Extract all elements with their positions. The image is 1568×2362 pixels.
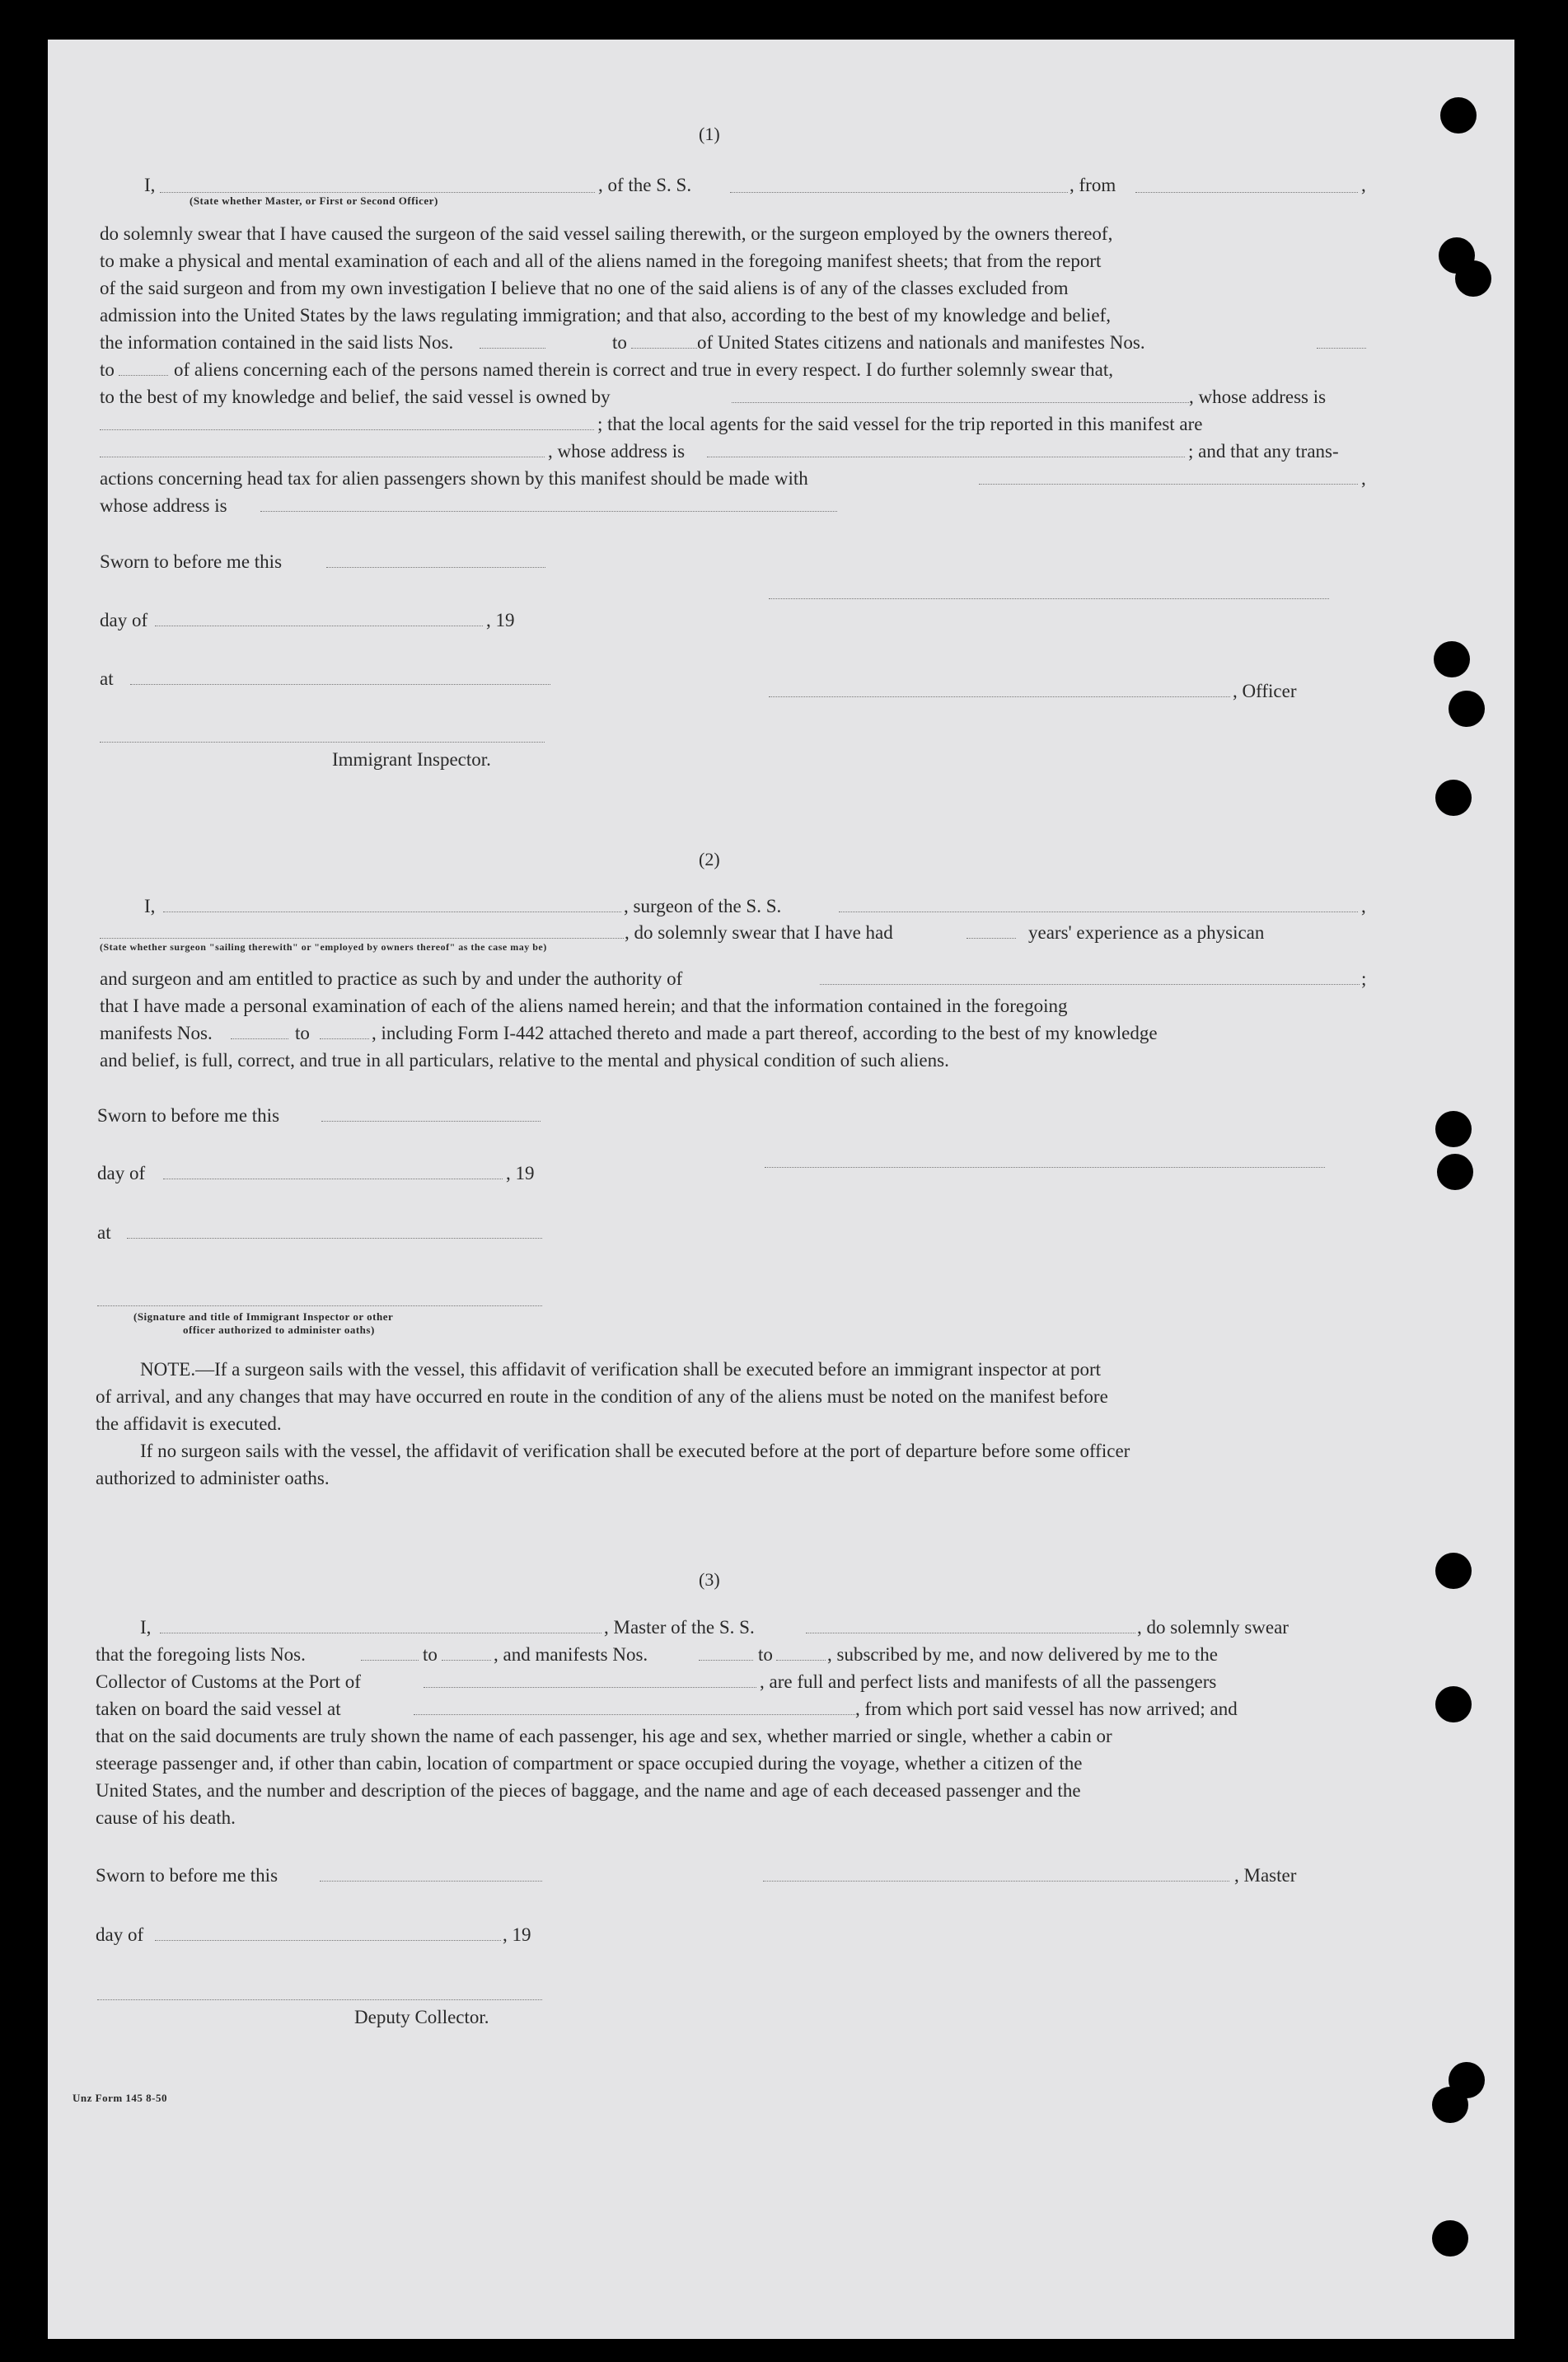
punch-hole xyxy=(1440,97,1477,134)
lists-no-blank[interactable] xyxy=(361,1660,419,1661)
lists-to-blank[interactable] xyxy=(631,348,697,349)
note-line: of arrival, and any changes that may have occurred en route in the condition of any of the aliens must be noted on the manifest before xyxy=(96,1386,1108,1407)
body-line: to xyxy=(758,1644,773,1665)
note-line: the affidavit is executed. xyxy=(96,1413,282,1434)
body-line: , subscribed by me, and now delivered by me to the xyxy=(827,1644,1218,1665)
section-number: (1) xyxy=(699,124,720,144)
i-prefix: I, xyxy=(144,896,156,916)
officer-signature-line[interactable] xyxy=(769,696,1230,697)
i-prefix: I, xyxy=(144,175,156,195)
officer-label: , Officer xyxy=(1233,681,1297,701)
manifest-no-blank[interactable] xyxy=(699,1660,753,1661)
of-the-ss: , of the S. S. xyxy=(598,175,692,195)
at-label: at xyxy=(97,1222,111,1243)
body-line: , and manifests Nos. xyxy=(494,1644,648,1665)
manifest-no-blank[interactable] xyxy=(1317,348,1366,349)
master-label: , Master xyxy=(1234,1865,1297,1886)
punch-hole xyxy=(1432,2087,1468,2123)
manifest-from-blank[interactable] xyxy=(231,1038,288,1039)
head-tax-address-blank[interactable] xyxy=(260,511,837,512)
name-blank[interactable] xyxy=(160,192,595,193)
swear-label: , do solemnly swear xyxy=(1137,1617,1289,1638)
inspector-signature-line[interactable] xyxy=(100,742,545,743)
manifest-to-blank[interactable] xyxy=(320,1038,369,1039)
inspector-signature-line[interactable] xyxy=(97,1305,542,1306)
body-line: , whose address is xyxy=(548,441,686,462)
body-line: that the foregoing lists Nos. xyxy=(96,1644,306,1665)
note-line: NOTE.—If a surgeon sails with the vessel, this affidavit of verification shall be executed before an immigrant inspector at port xyxy=(140,1359,1102,1380)
body-line: taken on board the said vessel at xyxy=(96,1699,341,1719)
year-label: , 19 xyxy=(486,610,515,630)
sworn-label: Sworn to before me this xyxy=(96,1865,278,1886)
surgeon-of-label: , surgeon of the S. S. xyxy=(624,896,782,916)
vessel-blank[interactable] xyxy=(730,192,1068,193)
punch-hole xyxy=(1434,641,1470,677)
form-number: Unz Form 145 8-50 xyxy=(73,2092,168,2104)
body-line: , from which port said vessel has now arrived; and xyxy=(855,1699,1238,1719)
port-of-departure-blank[interactable] xyxy=(414,1714,855,1715)
body-line: of the said surgeon and from my own investigation I believe that no one of the said aliens is of any of the classes excluded from xyxy=(100,278,1069,298)
sworn-blank[interactable] xyxy=(320,1881,542,1882)
body-line: to xyxy=(423,1644,438,1665)
body-line: whose address is xyxy=(100,495,227,516)
surgeon-type-blank[interactable] xyxy=(100,938,624,939)
body-line: to xyxy=(295,1023,310,1043)
years-blank[interactable] xyxy=(967,938,1016,939)
years-label: years' experience as a physican xyxy=(1028,922,1265,943)
sworn-label: Sworn to before me this xyxy=(97,1105,280,1126)
inspector-label: Immigrant Inspector. xyxy=(332,749,491,770)
at-label: at xyxy=(100,668,114,689)
note-line: If no surgeon sails with the vessel, the affidavit of verification shall be executed before at the port of departure before some officer xyxy=(140,1441,1130,1461)
body-line: ; xyxy=(1361,968,1367,989)
at-blank[interactable] xyxy=(127,1238,542,1239)
body-line: that on the said documents are truly shown the name of each passenger, his age and sex, whether married or single, whether a cabin or xyxy=(96,1726,1112,1746)
punch-hole xyxy=(1432,2220,1468,2257)
authority-blank[interactable] xyxy=(820,984,1360,985)
day-of-label: day of xyxy=(96,1924,144,1945)
surgeon-signature-line[interactable] xyxy=(765,1167,1325,1168)
title-caption: (State whether Master, or First or Second Officer) xyxy=(190,194,438,207)
from-blank[interactable] xyxy=(1135,192,1358,193)
body-line: to xyxy=(100,359,115,380)
body-line: , including Form I-442 attached thereto and made a part thereof, according to the best of my knowledge xyxy=(372,1023,1158,1043)
body-line: Collector of Customs at the Port of xyxy=(96,1671,361,1692)
body-line: actions concerning head tax for alien passengers shown by this manifest should be made with xyxy=(100,468,808,489)
sworn-blank[interactable] xyxy=(326,567,545,568)
section-number: (3) xyxy=(699,1569,720,1590)
sworn-blank[interactable] xyxy=(321,1121,541,1122)
lists-to-blank[interactable] xyxy=(442,1660,491,1661)
body-line: to make a physical and mental examination of each and all of the aliens named in the foregoing manifest sheets; that from the report xyxy=(100,251,1102,271)
body-line: of aliens concerning each of the persons named therein is correct and true in every respect. I do further solemnly swear that, xyxy=(174,359,1113,380)
sworn-label: Sworn to before me this xyxy=(100,551,283,572)
punch-hole xyxy=(1435,1553,1472,1589)
manifest-to-blank[interactable] xyxy=(119,375,168,376)
punch-hole xyxy=(1435,780,1472,816)
owner-address-blank[interactable] xyxy=(100,429,594,430)
trailing-comma: , xyxy=(1361,175,1366,195)
day-of-label: day of xyxy=(97,1163,146,1183)
body-line: of United States citizens and nationals and manifestes Nos. xyxy=(697,332,1145,353)
body-line: do solemnly swear that I have caused the surgeon of the said vessel sailing therewith, or the surgeon employed by the owners thereof, xyxy=(100,223,1113,244)
port-blank[interactable] xyxy=(424,1687,756,1688)
day-of-label: day of xyxy=(100,610,148,630)
note-line: authorized to administer oaths. xyxy=(96,1468,330,1488)
punch-hole xyxy=(1449,691,1485,727)
lists-no-blank[interactable] xyxy=(480,348,545,349)
body-line: to xyxy=(612,332,627,353)
signature-line[interactable] xyxy=(769,598,1329,599)
deputy-label: Deputy Collector. xyxy=(354,2007,489,2027)
from-label: , from xyxy=(1070,175,1116,195)
master-signature-line[interactable] xyxy=(763,1881,1229,1882)
body-line: to the best of my knowledge and belief, the said vessel is owned by xyxy=(100,387,611,407)
body-line: ; that the local agents for the said vessel for the trip reported in this manifest are xyxy=(597,414,1203,434)
owner-blank[interactable] xyxy=(732,402,1189,403)
body-line: , xyxy=(1361,468,1366,489)
body-line: , whose address is xyxy=(1189,387,1327,407)
body-line: that I have made a personal examination of each of the aliens named herein; and that the information contained in the foregoing xyxy=(100,996,1068,1016)
signature-caption: officer authorized to administer oaths) xyxy=(183,1324,375,1336)
day-blank[interactable] xyxy=(155,1940,501,1941)
master-of-label: , Master of the S. S. xyxy=(604,1617,755,1638)
body-line: cause of his death. xyxy=(96,1807,236,1828)
body-line: the information contained in the said lists Nos. xyxy=(100,332,454,353)
head-tax-blank[interactable] xyxy=(979,484,1358,485)
year-label: , 19 xyxy=(506,1163,535,1183)
deputy-signature-line[interactable] xyxy=(97,1999,542,2000)
punch-hole xyxy=(1455,260,1491,297)
body-line: steerage passenger and, if other than cabin, location of compartment or space occupied during the voyage, whether a citizen of the xyxy=(96,1753,1083,1774)
body-line: , are full and perfect lists and manifests of all the passengers xyxy=(760,1671,1217,1692)
year-label: , 19 xyxy=(503,1924,531,1945)
body-line: manifests Nos. xyxy=(100,1023,213,1043)
i-prefix: I, xyxy=(140,1617,152,1638)
at-blank[interactable] xyxy=(130,684,550,685)
surgeon-caption: (State whether surgeon "sailing therewith" or "employed by owners thereof" as the case may be) xyxy=(100,941,547,953)
punch-hole xyxy=(1435,1111,1472,1147)
trailing-comma: , xyxy=(1361,896,1366,916)
body-line: and belief, is full, correct, and true in all particulars, relative to the mental and physical condition of such aliens. xyxy=(100,1050,949,1071)
body-line: United States, and the number and description of the pieces of baggage, and the name and age of each deceased passenger and the xyxy=(96,1780,1081,1801)
manifest-to-blank[interactable] xyxy=(776,1660,826,1661)
body-line: ; and that any trans- xyxy=(1188,441,1339,462)
punch-hole xyxy=(1437,1154,1473,1190)
body-line: admission into the United States by the laws regulating immigration; and that also, according to the best of my knowledge and belief, xyxy=(100,305,1112,326)
punch-hole xyxy=(1435,1686,1472,1722)
section-number: (2) xyxy=(699,849,720,869)
form-page xyxy=(48,40,1514,2339)
body-line: and surgeon and am entitled to practice as such by and under the authority of xyxy=(100,968,683,989)
swear-label: , do solemnly swear that I have had xyxy=(625,922,893,943)
signature-caption: (Signature and title of Immigrant Inspector or other xyxy=(133,1310,394,1323)
